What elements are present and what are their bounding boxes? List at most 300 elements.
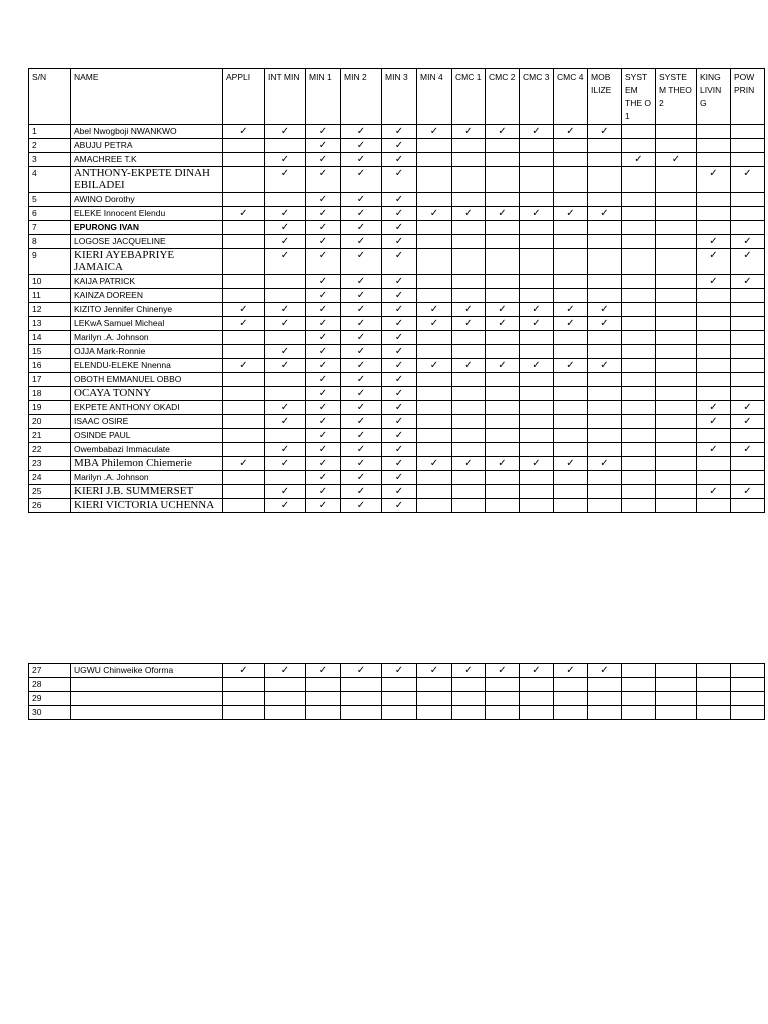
empty-cell bbox=[588, 193, 622, 207]
checkmark-icon: ✓ bbox=[656, 153, 697, 167]
empty-cell bbox=[223, 485, 265, 499]
checkmark-icon: ✓ bbox=[341, 457, 382, 471]
empty-cell bbox=[382, 692, 417, 706]
serial-number-cell: 4 bbox=[29, 167, 71, 193]
checkmark-icon: ✓ bbox=[306, 303, 341, 317]
empty-cell bbox=[265, 471, 306, 485]
checkmark-icon: ✓ bbox=[382, 125, 417, 139]
table-row bbox=[29, 499, 765, 513]
checkmark-icon: ✓ bbox=[452, 457, 486, 471]
checkmark-icon: ✓ bbox=[382, 443, 417, 457]
serial-number-cell: 3 bbox=[29, 153, 71, 167]
col-header-system-theo-1: SYST EM THE O 1 bbox=[622, 69, 656, 125]
empty-cell bbox=[622, 706, 656, 720]
checkmark-icon: ✓ bbox=[520, 317, 554, 331]
empty-cell bbox=[656, 387, 697, 401]
checkmark-icon: ✓ bbox=[731, 485, 765, 499]
col-header-appli: APPLI bbox=[223, 69, 265, 125]
checkmark-icon: ✓ bbox=[382, 303, 417, 317]
empty-cell bbox=[452, 235, 486, 249]
empty-cell bbox=[486, 153, 520, 167]
checkmark-icon: ✓ bbox=[452, 317, 486, 331]
checkmark-icon: ✓ bbox=[341, 289, 382, 303]
empty-cell bbox=[731, 125, 765, 139]
empty-cell bbox=[520, 387, 554, 401]
empty-cell bbox=[588, 485, 622, 499]
checkmark-icon: ✓ bbox=[520, 359, 554, 373]
empty-cell bbox=[417, 275, 452, 289]
empty-cell bbox=[452, 443, 486, 457]
checkmark-icon: ✓ bbox=[306, 207, 341, 221]
empty-cell bbox=[588, 289, 622, 303]
empty-cell bbox=[731, 345, 765, 359]
empty-cell bbox=[486, 249, 520, 275]
empty-cell bbox=[452, 221, 486, 235]
checkmark-icon: ✓ bbox=[306, 471, 341, 485]
name-cell: KIERI VICTORIA UCHENNA bbox=[71, 499, 223, 513]
checkmark-icon: ✓ bbox=[341, 221, 382, 235]
empty-cell bbox=[731, 193, 765, 207]
table-row bbox=[29, 387, 765, 401]
empty-cell bbox=[520, 139, 554, 153]
empty-cell bbox=[452, 153, 486, 167]
checkmark-icon: ✓ bbox=[486, 664, 520, 678]
name-cell: Owembabazi Immaculate bbox=[71, 443, 223, 457]
checkmark-icon: ✓ bbox=[554, 303, 588, 317]
empty-cell bbox=[486, 485, 520, 499]
empty-cell bbox=[223, 139, 265, 153]
empty-cell bbox=[731, 706, 765, 720]
checkmark-icon: ✓ bbox=[697, 167, 731, 193]
checkmark-icon: ✓ bbox=[554, 457, 588, 471]
name-cell: LEKwA Samuel Micheal bbox=[71, 317, 223, 331]
col-header-name: NAME bbox=[71, 69, 223, 125]
name-cell: LOGOSE JACQUELINE bbox=[71, 235, 223, 249]
empty-cell bbox=[417, 193, 452, 207]
empty-cell bbox=[656, 345, 697, 359]
empty-cell bbox=[417, 429, 452, 443]
checkmark-icon: ✓ bbox=[554, 664, 588, 678]
checkmark-icon: ✓ bbox=[265, 207, 306, 221]
checkmark-icon: ✓ bbox=[382, 249, 417, 275]
empty-cell bbox=[554, 678, 588, 692]
empty-cell bbox=[656, 429, 697, 443]
empty-cell bbox=[520, 485, 554, 499]
name-cell: OBOTH EMMANUEL OBBO bbox=[71, 373, 223, 387]
empty-cell bbox=[486, 429, 520, 443]
empty-cell bbox=[417, 139, 452, 153]
empty-cell bbox=[622, 692, 656, 706]
checkmark-icon: ✓ bbox=[382, 387, 417, 401]
empty-cell bbox=[731, 207, 765, 221]
empty-cell bbox=[265, 275, 306, 289]
checkmark-icon: ✓ bbox=[486, 125, 520, 139]
empty-cell bbox=[656, 289, 697, 303]
checkmark-icon: ✓ bbox=[588, 125, 622, 139]
name-cell: AWINO Dorothy bbox=[71, 193, 223, 207]
empty-cell bbox=[697, 125, 731, 139]
empty-cell bbox=[697, 373, 731, 387]
checkmark-icon: ✓ bbox=[306, 401, 341, 415]
attendance-table-continuation bbox=[28, 663, 765, 720]
table-row bbox=[29, 664, 765, 678]
empty-cell bbox=[223, 289, 265, 303]
empty-cell bbox=[588, 275, 622, 289]
checkmark-icon: ✓ bbox=[265, 249, 306, 275]
empty-cell bbox=[622, 207, 656, 221]
empty-cell bbox=[265, 387, 306, 401]
table-row bbox=[29, 345, 765, 359]
checkmark-icon: ✓ bbox=[588, 359, 622, 373]
empty-cell bbox=[520, 415, 554, 429]
col-header-min-4: MIN 4 bbox=[417, 69, 452, 125]
empty-cell bbox=[697, 692, 731, 706]
checkmark-icon: ✓ bbox=[341, 125, 382, 139]
empty-cell bbox=[697, 499, 731, 513]
empty-cell bbox=[697, 289, 731, 303]
checkmark-icon: ✓ bbox=[382, 207, 417, 221]
serial-number-cell: 12 bbox=[29, 303, 71, 317]
empty-cell bbox=[223, 153, 265, 167]
empty-cell bbox=[554, 692, 588, 706]
col-header-cmc-4: CMC 4 bbox=[554, 69, 588, 125]
empty-cell bbox=[554, 235, 588, 249]
checkmark-icon: ✓ bbox=[588, 303, 622, 317]
checkmark-icon: ✓ bbox=[486, 359, 520, 373]
empty-cell bbox=[697, 317, 731, 331]
name-cell: OSINDE PAUL bbox=[71, 429, 223, 443]
col-header-min-3: MIN 3 bbox=[382, 69, 417, 125]
checkmark-icon: ✓ bbox=[554, 207, 588, 221]
table-row bbox=[29, 331, 765, 345]
empty-cell bbox=[520, 275, 554, 289]
empty-cell bbox=[622, 485, 656, 499]
checkmark-icon: ✓ bbox=[382, 221, 417, 235]
serial-number-cell: 30 bbox=[29, 706, 71, 720]
empty-cell bbox=[697, 429, 731, 443]
empty-cell bbox=[622, 167, 656, 193]
name-cell: EPURONG IVAN bbox=[71, 221, 223, 235]
checkmark-icon: ✓ bbox=[452, 303, 486, 317]
empty-cell bbox=[656, 415, 697, 429]
checkmark-icon: ✓ bbox=[382, 457, 417, 471]
table-row bbox=[29, 359, 765, 373]
checkmark-icon: ✓ bbox=[417, 457, 452, 471]
checkmark-icon: ✓ bbox=[341, 429, 382, 443]
name-cell: UGWU Chinweike Oforma bbox=[71, 664, 223, 678]
col-header-king-living: KING LIVIN G bbox=[697, 69, 731, 125]
empty-cell bbox=[554, 249, 588, 275]
table-row bbox=[29, 167, 765, 193]
empty-cell bbox=[341, 692, 382, 706]
table-row bbox=[29, 193, 765, 207]
empty-cell bbox=[588, 415, 622, 429]
empty-cell bbox=[697, 387, 731, 401]
table-row bbox=[29, 706, 765, 720]
empty-cell bbox=[588, 678, 622, 692]
empty-cell bbox=[554, 387, 588, 401]
checkmark-icon: ✓ bbox=[417, 664, 452, 678]
empty-cell bbox=[697, 664, 731, 678]
empty-cell bbox=[697, 471, 731, 485]
col-header-min-1: MIN 1 bbox=[306, 69, 341, 125]
empty-cell bbox=[520, 289, 554, 303]
name-cell: OCAYA TONNY bbox=[71, 387, 223, 401]
table-row bbox=[29, 429, 765, 443]
empty-cell bbox=[731, 289, 765, 303]
checkmark-icon: ✓ bbox=[417, 207, 452, 221]
checkmark-icon: ✓ bbox=[731, 275, 765, 289]
checkmark-icon: ✓ bbox=[341, 499, 382, 513]
checkmark-icon: ✓ bbox=[306, 235, 341, 249]
name-cell bbox=[71, 692, 223, 706]
empty-cell bbox=[520, 153, 554, 167]
checkmark-icon: ✓ bbox=[341, 249, 382, 275]
checkmark-icon: ✓ bbox=[265, 153, 306, 167]
table-row bbox=[29, 153, 765, 167]
checkmark-icon: ✓ bbox=[265, 235, 306, 249]
empty-cell bbox=[341, 706, 382, 720]
name-cell: Abel Nwogboji NWANKWO bbox=[71, 125, 223, 139]
checkmark-icon: ✓ bbox=[382, 139, 417, 153]
checkmark-icon: ✓ bbox=[382, 345, 417, 359]
empty-cell bbox=[731, 429, 765, 443]
empty-cell bbox=[486, 235, 520, 249]
empty-cell bbox=[554, 221, 588, 235]
checkmark-icon: ✓ bbox=[265, 415, 306, 429]
empty-cell bbox=[382, 678, 417, 692]
empty-cell bbox=[417, 485, 452, 499]
serial-number-cell: 13 bbox=[29, 317, 71, 331]
empty-cell bbox=[306, 678, 341, 692]
checkmark-icon: ✓ bbox=[417, 303, 452, 317]
checkmark-icon: ✓ bbox=[520, 303, 554, 317]
checkmark-icon: ✓ bbox=[520, 207, 554, 221]
checkmark-icon: ✓ bbox=[265, 401, 306, 415]
checkmark-icon: ✓ bbox=[520, 457, 554, 471]
checkmark-icon: ✓ bbox=[306, 373, 341, 387]
empty-cell bbox=[622, 125, 656, 139]
checkmark-icon: ✓ bbox=[588, 317, 622, 331]
serial-number-cell: 10 bbox=[29, 275, 71, 289]
checkmark-icon: ✓ bbox=[486, 303, 520, 317]
table-row bbox=[29, 235, 765, 249]
empty-cell bbox=[622, 443, 656, 457]
empty-cell bbox=[223, 249, 265, 275]
checkmark-icon: ✓ bbox=[306, 443, 341, 457]
empty-cell bbox=[731, 692, 765, 706]
empty-cell bbox=[554, 443, 588, 457]
checkmark-icon: ✓ bbox=[265, 345, 306, 359]
empty-cell bbox=[554, 289, 588, 303]
checkmark-icon: ✓ bbox=[382, 235, 417, 249]
empty-cell bbox=[486, 331, 520, 345]
empty-cell bbox=[417, 331, 452, 345]
empty-cell bbox=[731, 499, 765, 513]
empty-cell bbox=[223, 401, 265, 415]
serial-number-cell: 28 bbox=[29, 678, 71, 692]
checkmark-icon: ✓ bbox=[265, 664, 306, 678]
checkmark-icon: ✓ bbox=[382, 401, 417, 415]
empty-cell bbox=[656, 193, 697, 207]
empty-cell bbox=[306, 706, 341, 720]
checkmark-icon: ✓ bbox=[341, 235, 382, 249]
empty-cell bbox=[452, 249, 486, 275]
checkmark-icon: ✓ bbox=[306, 359, 341, 373]
checkmark-icon: ✓ bbox=[265, 317, 306, 331]
empty-cell bbox=[622, 499, 656, 513]
empty-cell bbox=[417, 499, 452, 513]
checkmark-icon: ✓ bbox=[382, 289, 417, 303]
serial-number-cell: 11 bbox=[29, 289, 71, 303]
checkmark-icon: ✓ bbox=[382, 429, 417, 443]
serial-number-cell: 18 bbox=[29, 387, 71, 401]
empty-cell bbox=[588, 706, 622, 720]
empty-cell bbox=[656, 331, 697, 345]
checkmark-icon: ✓ bbox=[223, 125, 265, 139]
empty-cell bbox=[486, 706, 520, 720]
checkmark-icon: ✓ bbox=[382, 193, 417, 207]
empty-cell bbox=[417, 387, 452, 401]
checkmark-icon: ✓ bbox=[306, 221, 341, 235]
checkmark-icon: ✓ bbox=[306, 249, 341, 275]
serial-number-cell: 2 bbox=[29, 139, 71, 153]
serial-number-cell: 19 bbox=[29, 401, 71, 415]
empty-cell bbox=[520, 373, 554, 387]
checkmark-icon: ✓ bbox=[341, 387, 382, 401]
empty-cell bbox=[731, 139, 765, 153]
table-row bbox=[29, 207, 765, 221]
empty-cell bbox=[588, 139, 622, 153]
table-row bbox=[29, 401, 765, 415]
serial-number-cell: 24 bbox=[29, 471, 71, 485]
empty-cell bbox=[223, 167, 265, 193]
empty-cell bbox=[452, 692, 486, 706]
empty-cell bbox=[223, 443, 265, 457]
empty-cell bbox=[452, 275, 486, 289]
empty-cell bbox=[417, 678, 452, 692]
empty-cell bbox=[520, 249, 554, 275]
empty-cell bbox=[520, 471, 554, 485]
checkmark-icon: ✓ bbox=[223, 359, 265, 373]
empty-cell bbox=[622, 345, 656, 359]
empty-cell bbox=[656, 125, 697, 139]
checkmark-icon: ✓ bbox=[554, 359, 588, 373]
empty-cell bbox=[452, 289, 486, 303]
empty-cell bbox=[622, 235, 656, 249]
empty-cell bbox=[486, 167, 520, 193]
empty-cell bbox=[382, 706, 417, 720]
empty-cell bbox=[731, 303, 765, 317]
empty-cell bbox=[223, 678, 265, 692]
table-row bbox=[29, 678, 765, 692]
checkmark-icon: ✓ bbox=[265, 167, 306, 193]
checkmark-icon: ✓ bbox=[382, 167, 417, 193]
empty-cell bbox=[486, 499, 520, 513]
checkmark-icon: ✓ bbox=[341, 139, 382, 153]
empty-cell bbox=[265, 193, 306, 207]
serial-number-cell: 14 bbox=[29, 331, 71, 345]
checkmark-icon: ✓ bbox=[554, 125, 588, 139]
empty-cell bbox=[554, 331, 588, 345]
checkmark-icon: ✓ bbox=[697, 443, 731, 457]
checkmark-icon: ✓ bbox=[265, 457, 306, 471]
checkmark-icon: ✓ bbox=[306, 429, 341, 443]
checkmark-icon: ✓ bbox=[306, 387, 341, 401]
checkmark-icon: ✓ bbox=[341, 359, 382, 373]
empty-cell bbox=[486, 387, 520, 401]
checkmark-icon: ✓ bbox=[223, 317, 265, 331]
checkmark-icon: ✓ bbox=[452, 664, 486, 678]
checkmark-icon: ✓ bbox=[731, 249, 765, 275]
serial-number-cell: 15 bbox=[29, 345, 71, 359]
checkmark-icon: ✓ bbox=[223, 207, 265, 221]
checkmark-icon: ✓ bbox=[452, 359, 486, 373]
empty-cell bbox=[223, 429, 265, 443]
empty-cell bbox=[622, 471, 656, 485]
empty-cell bbox=[731, 153, 765, 167]
empty-cell bbox=[520, 692, 554, 706]
empty-cell bbox=[452, 429, 486, 443]
empty-cell bbox=[417, 706, 452, 720]
checkmark-icon: ✓ bbox=[341, 401, 382, 415]
empty-cell bbox=[417, 401, 452, 415]
table-row bbox=[29, 303, 765, 317]
empty-cell bbox=[622, 303, 656, 317]
empty-cell bbox=[588, 443, 622, 457]
table-row bbox=[29, 471, 765, 485]
empty-cell bbox=[486, 401, 520, 415]
empty-cell bbox=[554, 485, 588, 499]
serial-number-cell: 7 bbox=[29, 221, 71, 235]
checkmark-icon: ✓ bbox=[341, 471, 382, 485]
table-row bbox=[29, 692, 765, 706]
checkmark-icon: ✓ bbox=[265, 221, 306, 235]
checkmark-icon: ✓ bbox=[452, 207, 486, 221]
empty-cell bbox=[731, 331, 765, 345]
col-header-min-2: MIN 2 bbox=[341, 69, 382, 125]
checkmark-icon: ✓ bbox=[223, 664, 265, 678]
empty-cell bbox=[622, 457, 656, 471]
checkmark-icon: ✓ bbox=[382, 664, 417, 678]
empty-cell bbox=[520, 235, 554, 249]
empty-cell bbox=[622, 317, 656, 331]
empty-cell bbox=[588, 692, 622, 706]
checkmark-icon: ✓ bbox=[341, 275, 382, 289]
checkmark-icon: ✓ bbox=[417, 125, 452, 139]
table-row bbox=[29, 317, 765, 331]
checkmark-icon: ✓ bbox=[452, 125, 486, 139]
empty-cell bbox=[656, 139, 697, 153]
empty-cell bbox=[223, 345, 265, 359]
empty-cell bbox=[520, 678, 554, 692]
empty-cell bbox=[520, 429, 554, 443]
empty-cell bbox=[622, 221, 656, 235]
checkmark-icon: ✓ bbox=[341, 415, 382, 429]
serial-number-cell: 25 bbox=[29, 485, 71, 499]
checkmark-icon: ✓ bbox=[306, 457, 341, 471]
checkmark-icon: ✓ bbox=[341, 167, 382, 193]
checkmark-icon: ✓ bbox=[341, 331, 382, 345]
empty-cell bbox=[697, 331, 731, 345]
empty-cell bbox=[731, 457, 765, 471]
name-cell: KIERI AYEBAPRIYE JAMAICA bbox=[71, 249, 223, 275]
empty-cell bbox=[554, 373, 588, 387]
col-header-mobilize: MOB ILIZE bbox=[588, 69, 622, 125]
checkmark-icon: ✓ bbox=[265, 485, 306, 499]
name-cell: EKPETE ANTHONY OKADI bbox=[71, 401, 223, 415]
empty-cell bbox=[588, 387, 622, 401]
